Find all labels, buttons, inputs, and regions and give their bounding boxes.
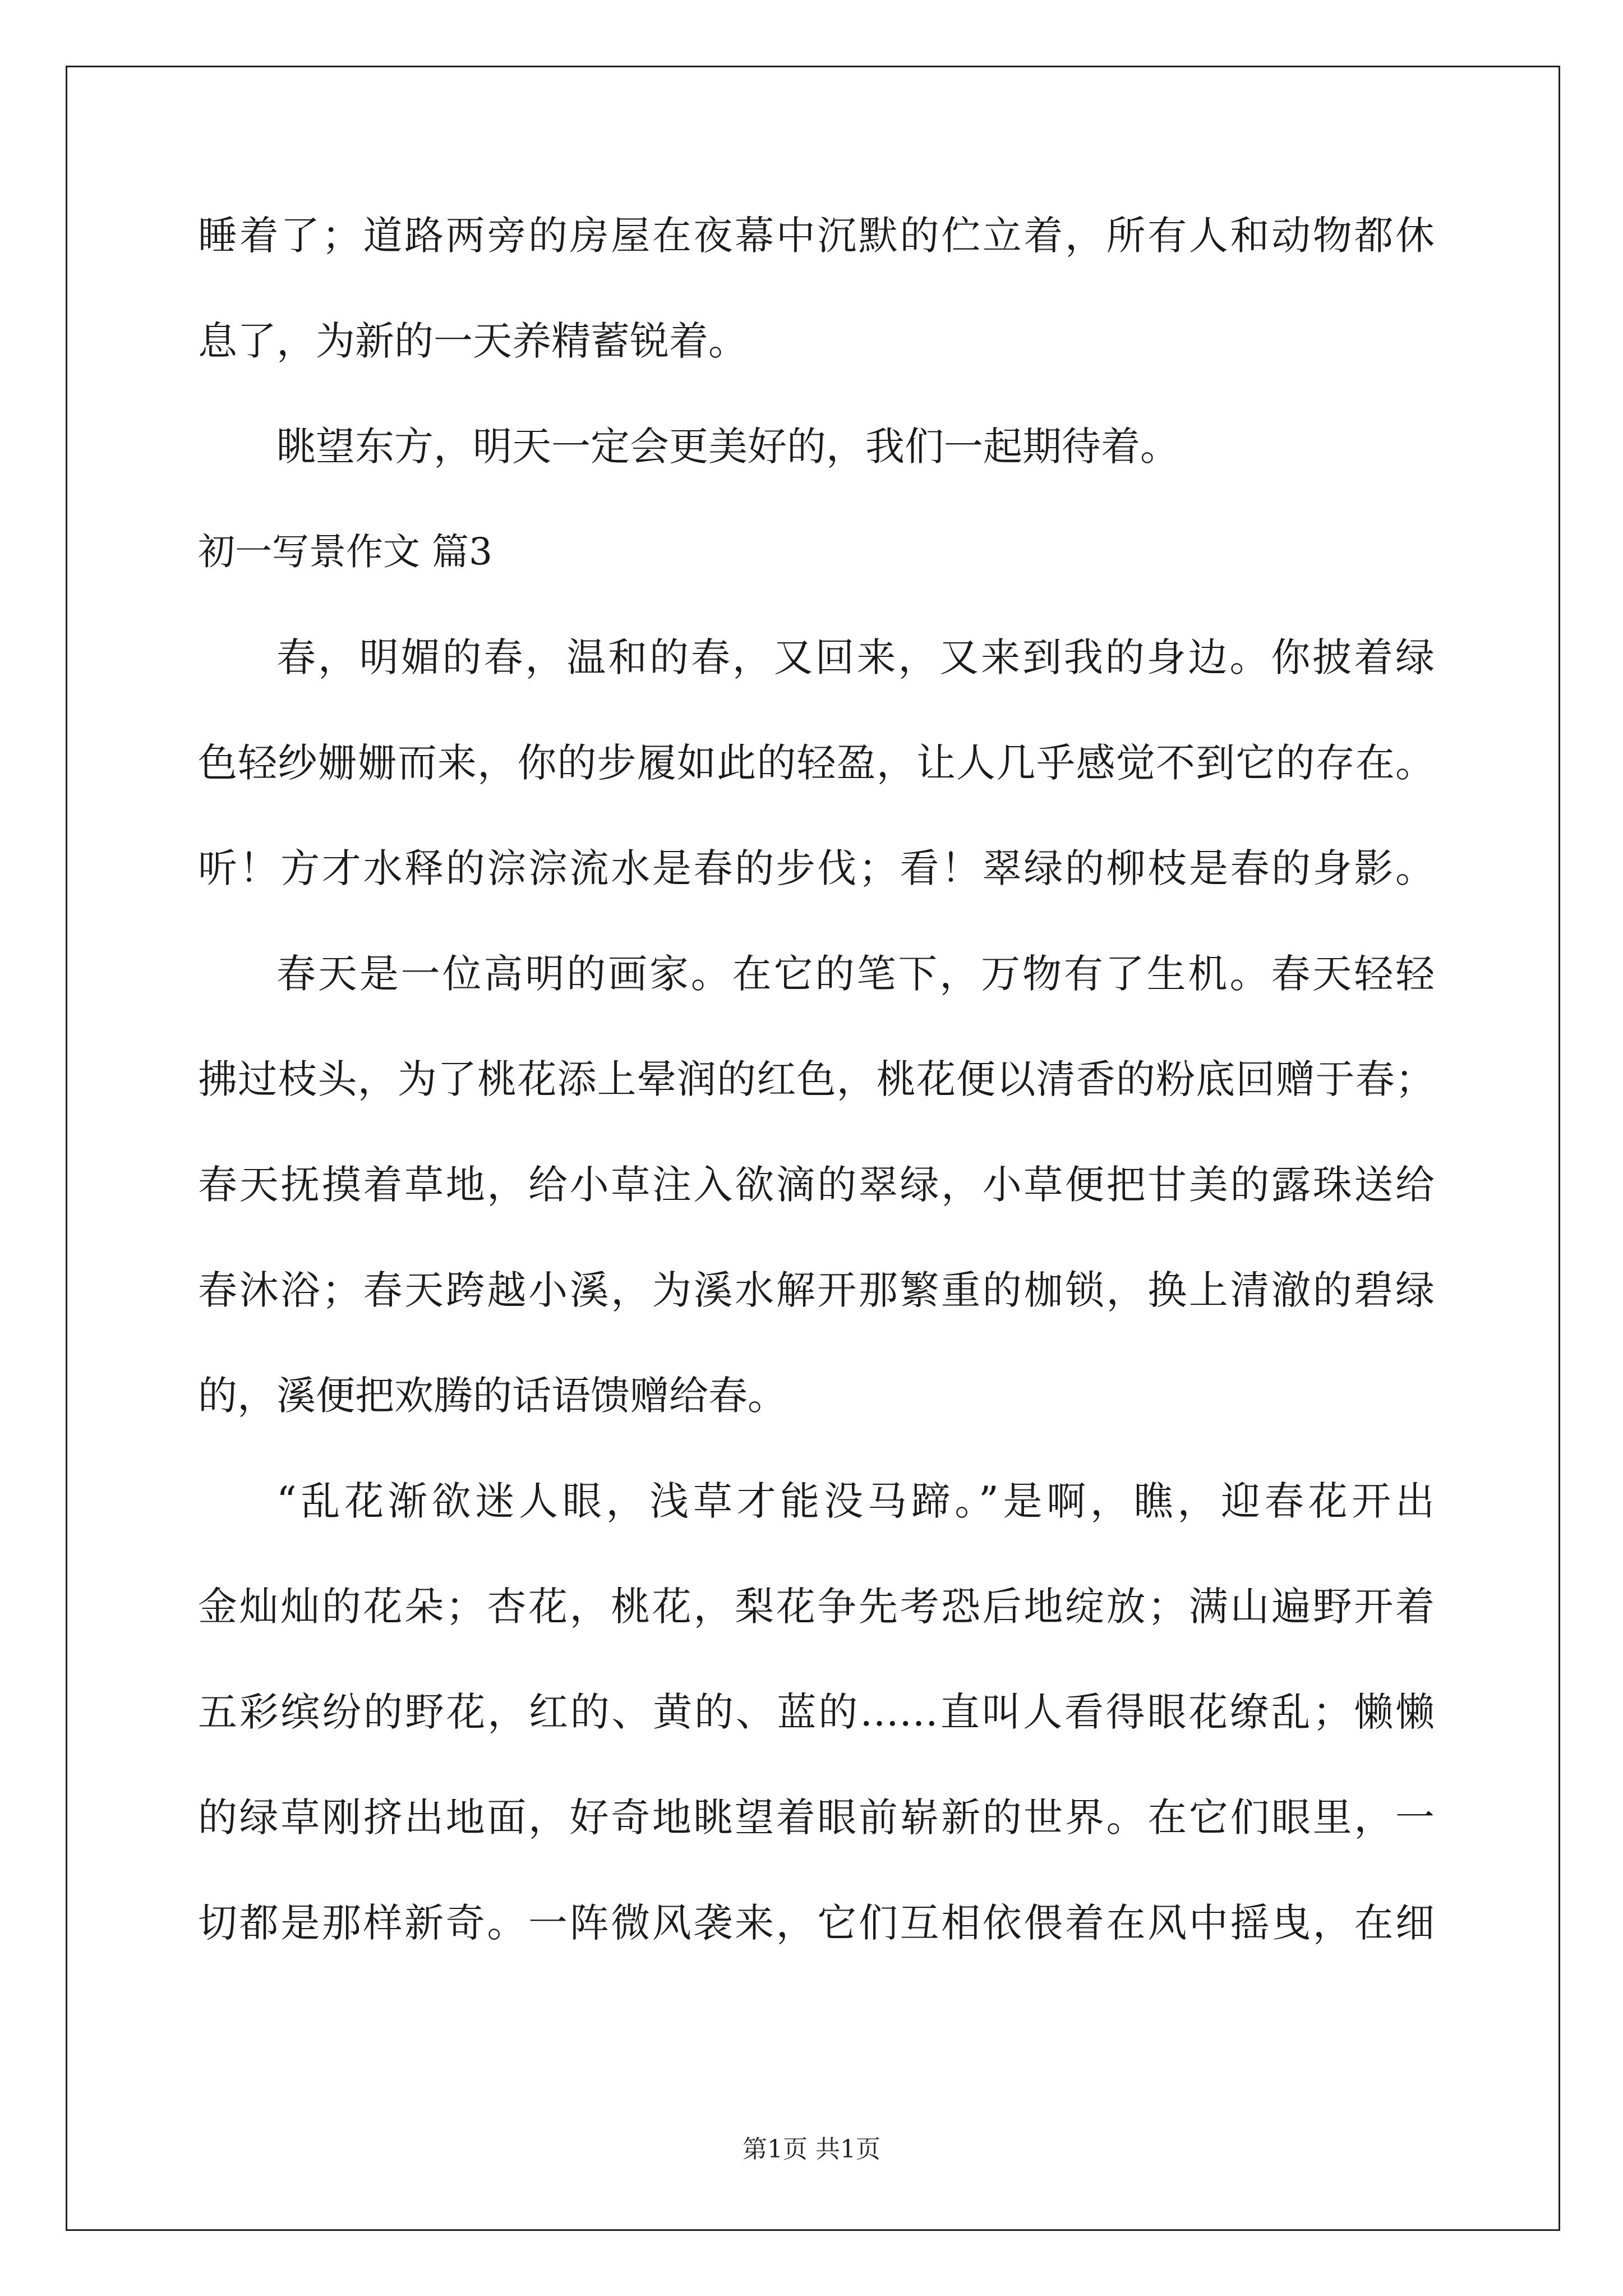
text-line: 春天抚摸着草地，给小草注入欲滴的翠绿，小草便把甘美的露珠送给 [198, 1162, 1435, 1208]
text-line: 息了，为新的一天养精蓄锐着。 [198, 318, 748, 364]
text-line: “乱花渐欲迷人眼，浅草才能没马蹄。”是啊，瞧，迎春花开出 [276, 1478, 1435, 1524]
text-line: 金灿灿的花朵；杏花，桃花，梨花争先考恐后地绽放；满山遍野开着 [198, 1584, 1435, 1630]
text-line: 春沐浴；春天跨越小溪，为溪水解开那繁重的枷锁，换上清澈的碧绿 [198, 1267, 1435, 1313]
text-line: 拂过枝头，为了桃花添上晕润的红色，桃花便以清香的粉底回赠于春； [198, 1056, 1435, 1102]
text-line: 听！方才水释的淙淙流水是春的步伐；看！翠绿的柳枝是春的身影。 [198, 845, 1435, 891]
text-line: 的，溪便把欢腾的话语馈赠给春。 [198, 1373, 787, 1419]
document-body [198, 213, 1435, 2006]
text-line: 的绿草刚挤出地面，好奇地眺望着眼前崭新的世界。在它们眼里，一 [198, 1795, 1435, 1841]
page-footer: 第1页 共1页 [743, 2135, 880, 2164]
section-heading: 初一写景作文 篇3 [198, 530, 492, 573]
text-line: 五彩缤纷的野花，红的、黄的、蓝的……直叫人看得眼花缭乱；懒懒 [198, 1689, 1435, 1735]
text-line: 眺望东方，明天一定会更美好的，我们一起期待着。 [276, 424, 1179, 470]
text-line: 切都是那样新奇。一阵微风袭来，它们互相依偎着在风中摇曳，在细 [198, 1900, 1435, 1946]
text-line: 春天是一位高明的画家。在它的笔下，万物有了生机。春天轻轻 [276, 951, 1435, 997]
text-line: 色轻纱姗姗而来，你的步履如此的轻盈，让人几乎感觉不到它的存在。 [198, 740, 1435, 786]
text-line: 睡着了；道路两旁的房屋在夜幕中沉默的伫立着，所有人和动物都休 [198, 213, 1435, 259]
text-line: 春，明媚的春，温和的春，又回来，又来到我的身边。你披着绿 [276, 634, 1435, 680]
